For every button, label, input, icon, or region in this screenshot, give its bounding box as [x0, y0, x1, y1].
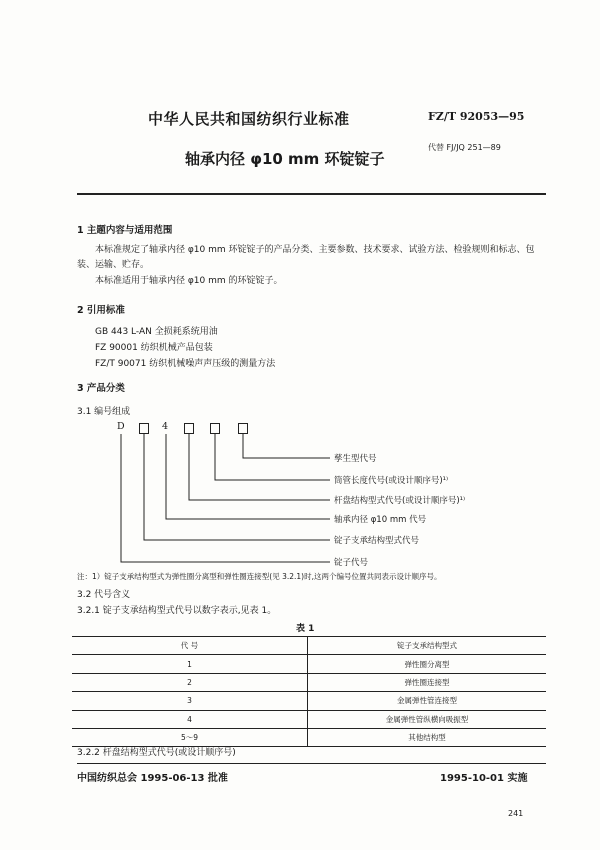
table-cell: 其他结构型 [308, 728, 547, 746]
table-cell: 金属弹性管连接型 [308, 692, 547, 710]
subsection-3-2-1: 3.2.1 锭子支承结构型式代号以数字表示,见表 1。 [77, 606, 277, 616]
section-1-paragraph-2: 本标准适用于轴承内径 φ10 mm 的环锭锭子。 [95, 276, 283, 286]
table-cell: 金属弹性管纵横向吸振型 [308, 710, 547, 728]
table-header-row [72, 637, 546, 655]
reference-item: GB 443 L-AN 全损耗系统用油 [95, 327, 218, 337]
standard-code: FZ/T 92053—95 [428, 110, 525, 123]
table-cell: 5～9 [72, 728, 308, 746]
diagram-label: 杆盘结构型式代号(或设计顺序号)¹⁾ [334, 496, 466, 506]
table-row [72, 655, 546, 673]
subsection-3-2-2: 3.2.2 杆盘结构型式代号(或设计顺序号) [77, 748, 236, 758]
approval-date: 中国纺织总会 1995-06-13 批准 [77, 773, 228, 784]
section-2-heading: 2 引用标准 [77, 305, 125, 316]
bearing-digit: 4 [162, 421, 169, 432]
reference-item: FZ 90001 纺织机械产品包装 [95, 343, 213, 353]
effective-date: 1995-10-01 实施 [440, 773, 528, 784]
table-cell: 2 [72, 673, 308, 691]
diagram-label: 锭子支承结构型式代号 [334, 536, 420, 546]
diagram-label: 轴承内径 φ10 mm 代号 [334, 515, 427, 525]
diagram-label: 锭子代号 [334, 558, 369, 568]
section-3-heading: 3 产品分类 [77, 383, 125, 394]
standard-category: 中华人民共和国纺织行业标准 [148, 110, 350, 128]
table-cell: 3 [72, 692, 308, 710]
replaces-standard: 代替 FJ/JQ 251—89 [428, 143, 501, 152]
page-title: 轴承内径 φ10 mm 环锭锭子 [185, 150, 385, 168]
diagram-label: 筒管长度代号(或设计顺序号)¹⁾ [334, 476, 449, 486]
table-cell: 4 [72, 710, 308, 728]
spindle-letter: D [117, 421, 125, 432]
reference-item: FZ/T 90071 纺织机械噪声声压级的测量方法 [95, 359, 276, 369]
table-row [72, 692, 546, 710]
diagram-note: 注：1）锭子支承结构型式为弹性圈分离型和弹性圈连接型(见 3.2.1)时,这两个编号位置共同表示设计顺序号。 [77, 572, 442, 581]
section-1-heading: 1 主题内容与适用范围 [77, 225, 173, 236]
section-1-paragraph-1: 本标准规定了轴承内径 φ10 mm 环锭锭子的产品分类、主要参数、技术要求、试验方法、检验规则和标志、包装、运输、贮存。 [77, 245, 535, 270]
subsection-3-1: 3.1 编号组成 [77, 407, 131, 417]
table-cell: 1 [72, 655, 308, 673]
table-row [72, 710, 546, 728]
page-number: 241 [508, 809, 524, 818]
table-header: 代 号 [72, 637, 308, 655]
support-structure-table [72, 636, 546, 747]
subsection-3-2: 3.2 代号含义 [77, 590, 131, 600]
table-cell: 弹性圈分离型 [308, 655, 547, 673]
diagram-label: 孳生型代号 [334, 454, 377, 464]
table-header: 锭子支承结构型式 [308, 637, 547, 655]
table-row [72, 673, 546, 691]
table-title: 表 1 [296, 624, 315, 634]
footer-divider [77, 763, 546, 764]
table-cell: 弹性圈连接型 [308, 673, 547, 691]
